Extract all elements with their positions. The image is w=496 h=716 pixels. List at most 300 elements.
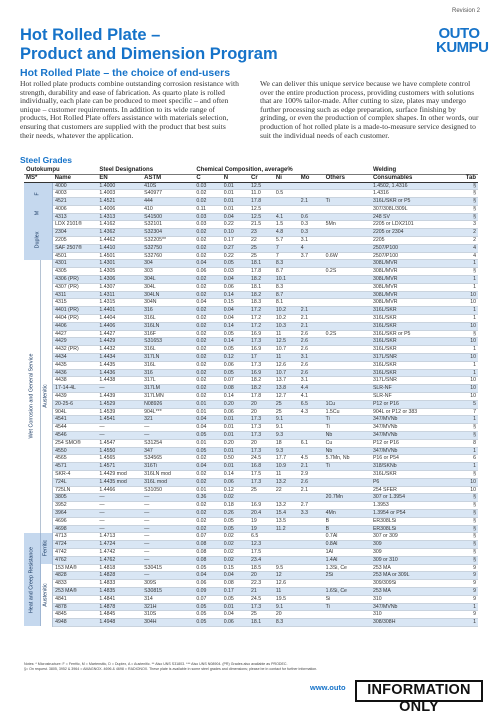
cell-name: 254 SMO® <box>53 439 98 447</box>
cell-others: Nb <box>324 432 371 440</box>
cell-mo <box>299 603 324 611</box>
cell-n: 0.05 <box>222 525 249 533</box>
table-row <box>24 385 478 393</box>
table-row <box>24 182 478 190</box>
cell-astm: S31050 <box>142 486 194 494</box>
cell-cr: 18.2 <box>249 385 274 393</box>
cell-cr: 19 <box>249 517 274 525</box>
cell-name: 4311 <box>53 291 98 299</box>
cell-astm: S32304 <box>142 229 194 237</box>
cell-mo <box>299 182 324 190</box>
cell-name: 4006 <box>53 205 98 213</box>
cell-astm: S32101 <box>142 221 194 229</box>
cell-ni: 13.2 <box>274 502 299 510</box>
cell-others: Ti <box>324 603 371 611</box>
cell-tab: § <box>460 424 478 432</box>
cell-astm: 303 <box>142 268 194 276</box>
cell-tab: § <box>460 509 478 517</box>
cell-en: 1.4521 <box>97 198 142 206</box>
cell-mo: 3.7 <box>299 252 324 260</box>
cell-mo: 2.6 <box>299 361 324 369</box>
cell-others <box>324 377 371 385</box>
column-consumables: Consumables <box>371 174 461 182</box>
cell-n: 0.10 <box>222 229 249 237</box>
cell-n: 0.04 <box>222 213 249 221</box>
cell-ni: 8.3 <box>274 283 299 291</box>
cell-tab: 1 <box>460 315 478 323</box>
cell-c: 0.11 <box>194 205 221 213</box>
cell-mo: 4 <box>299 244 324 252</box>
cell-tab: 10 <box>460 322 478 330</box>
cell-consumables: 316L/SKR <box>371 361 461 369</box>
cell-name: 4521 <box>53 198 98 206</box>
cell-astm: S31653 <box>142 338 194 346</box>
cell-consumables: 904L or P12 or 383 <box>371 408 461 416</box>
cell-consumables: 253 MA <box>371 587 461 595</box>
cell-others: 1Cu <box>324 400 371 408</box>
table-row <box>24 400 478 408</box>
cell-others <box>324 354 371 362</box>
table-row <box>24 455 478 463</box>
cell-en: 1.4000 <box>97 182 142 190</box>
cell-c: 0.05 <box>194 619 221 627</box>
cell-cr: 21.5 <box>249 221 274 229</box>
cell-ni: 11 <box>274 470 299 478</box>
cell-consumables: 308L/MVR <box>371 260 461 268</box>
cell-astm: 410S <box>142 182 194 190</box>
cell-mo: 0.6 <box>299 213 324 221</box>
cell-ni: 25 <box>274 400 299 408</box>
cell-tab: 8 <box>460 439 478 447</box>
column-ms: MS* <box>24 174 53 182</box>
cell-mo: 4.1 <box>299 393 324 401</box>
table-row <box>24 377 478 385</box>
cell-cr <box>249 494 274 502</box>
cell-n: 0.14 <box>222 291 249 299</box>
table-row <box>24 354 478 362</box>
cell-consumables: 1.3954 or P54 <box>371 509 461 517</box>
cell-ni: 15.4 <box>274 509 299 517</box>
cell-mo <box>299 424 324 432</box>
cell-others <box>324 299 371 307</box>
cell-mo <box>299 432 324 440</box>
cell-consumables: 316L/SKR <box>371 338 461 346</box>
logo-line-1: OUTO <box>438 25 480 42</box>
table-row <box>24 603 478 611</box>
cell-name: 4550 <box>53 447 98 455</box>
cell-others: Nb <box>324 447 371 455</box>
cell-others <box>324 182 371 190</box>
table-row <box>24 611 478 619</box>
table-row <box>24 619 478 627</box>
cell-astm: S30415 <box>142 564 194 572</box>
cell-ni: 13.8 <box>274 385 299 393</box>
cell-name: 4713 <box>53 533 98 541</box>
cell-tab: 1 <box>460 463 478 471</box>
table-row <box>24 205 478 213</box>
cell-en: 1.4436 <box>97 369 142 377</box>
table-row <box>24 299 478 307</box>
cell-c: 0.02 <box>194 393 221 401</box>
cell-others <box>324 619 371 627</box>
cell-consumables: 316L/SKR <box>371 369 461 377</box>
cell-ni: 10.3 <box>274 322 299 330</box>
column-cr: Cr <box>249 174 274 182</box>
table-row <box>24 338 478 346</box>
cell-name: 4429 <box>53 338 98 346</box>
table-row <box>24 463 478 471</box>
cell-consumables: SLR-NF <box>371 393 461 401</box>
header-outokumpu: Outokumpu <box>24 166 97 174</box>
cell-tab: 1 <box>460 361 478 369</box>
cell-ni: 5.7 <box>274 237 299 245</box>
cell-n: 0.22 <box>222 252 249 260</box>
cell-name: 4313 <box>53 213 98 221</box>
cell-en: — <box>97 432 142 440</box>
cell-tab: 9 <box>460 572 478 580</box>
cell-mo: 2.1 <box>299 198 324 206</box>
cell-consumables: 347/MVNb <box>371 432 461 440</box>
cell-n: 0.05 <box>222 517 249 525</box>
cell-mo <box>299 190 324 198</box>
cell-ni: 8.7 <box>274 268 299 276</box>
footnote-line-2: §= On request. 3805, 3952 & 3964 = AMAGNOX. 4696 & 4698 = RADIONOX. These plate is available in some steel grades and dimensions; please be in contact for further information. <box>24 666 318 671</box>
cell-ni: 11 <box>274 587 299 595</box>
cell-cr: 18.2 <box>249 276 274 284</box>
cell-cr: 17.3 <box>249 447 274 455</box>
table-row <box>24 470 478 478</box>
cell-n: 0.07 <box>222 377 249 385</box>
cell-consumables: 316L/SKR <box>371 307 461 315</box>
cell-others: 0.7Al <box>324 533 371 541</box>
cell-others: B <box>324 525 371 533</box>
cell-en: 1.4429 mod <box>97 470 142 478</box>
cell-c: 0.04 <box>194 416 221 424</box>
cell-cr: 20 <box>249 439 274 447</box>
cell-ni: 10.1 <box>274 276 299 284</box>
cell-ni: 7 <box>274 244 299 252</box>
cell-en: 1.4006 <box>97 205 142 213</box>
page-title <box>20 26 278 64</box>
cell-c: 0.06 <box>194 268 221 276</box>
cell-name: 4724 <box>53 541 98 549</box>
table-row <box>24 369 478 377</box>
table-row <box>24 213 478 221</box>
cell-cr: 17.8 <box>249 198 274 206</box>
cell-n: 0.04 <box>222 307 249 315</box>
column-name: Name <box>53 174 98 182</box>
cell-consumables: 316L/SKR <box>371 322 461 330</box>
cell-consumables: 310 <box>371 595 461 603</box>
cell-others <box>324 190 371 198</box>
cell-ni: 9.1 <box>274 603 299 611</box>
cell-c: 0.04 <box>194 299 221 307</box>
steel-grades-table-body <box>24 182 478 626</box>
cell-tab: 9 <box>460 587 478 595</box>
cell-tab: 4 <box>460 244 478 252</box>
cell-c: 0.07 <box>194 533 221 541</box>
cell-mo <box>299 611 324 619</box>
cell-n: 0.01 <box>222 432 249 440</box>
cell-n: 0.27 <box>222 244 249 252</box>
cell-en: 1.4410 <box>97 244 142 252</box>
cell-others <box>324 322 371 330</box>
cell-consumables: 254 SFER <box>371 486 461 494</box>
cell-consumables: 2205 or 2304 <box>371 229 461 237</box>
cell-astm: 316LN <box>142 322 194 330</box>
table-row <box>24 486 478 494</box>
cell-ni: 8.3 <box>274 619 299 627</box>
cell-name: 253 MA® <box>53 587 98 595</box>
cell-consumables: 253 MA <box>371 564 461 572</box>
cell-ni: 13.5 <box>274 517 299 525</box>
cell-name: 4307 (PR) <box>53 283 98 291</box>
cell-c: 0.02 <box>194 517 221 525</box>
cell-en: 1.4539 <box>97 408 142 416</box>
cell-ni: 4.1 <box>274 213 299 221</box>
cell-mo: 2.7 <box>299 502 324 510</box>
cell-name: LDX 2101® <box>53 221 98 229</box>
cell-c: 0.02 <box>194 330 221 338</box>
cell-n: 0.05 <box>222 369 249 377</box>
group-label <box>40 564 52 626</box>
cell-en: 1.4550 <box>97 447 142 455</box>
cell-others: B <box>324 517 371 525</box>
cell-consumables: 2205 <box>371 237 461 245</box>
cell-tab: § <box>460 205 478 213</box>
cell-cr: 17.3 <box>249 416 274 424</box>
cell-name: 4003 <box>53 190 98 198</box>
cell-others: 0.2S <box>324 330 371 338</box>
cell-ni: 12.6 <box>274 361 299 369</box>
table-row <box>24 509 478 517</box>
cell-en: 1.4305 <box>97 268 142 276</box>
logo-line-2: KUMPU <box>436 39 489 57</box>
cell-mo: 2.9 <box>299 470 324 478</box>
cell-mo <box>299 587 324 595</box>
cell-c: 0.06 <box>194 580 221 588</box>
cell-astm: 316L <box>142 346 194 354</box>
cell-astm: 310S <box>142 611 194 619</box>
table-row <box>24 346 478 354</box>
cell-name: 3964 <box>53 509 98 517</box>
table-row <box>24 572 478 580</box>
cell-tab: 9 <box>460 611 478 619</box>
cell-c: 0.08 <box>194 548 221 556</box>
cell-astm: — <box>142 494 194 502</box>
cell-consumables: 309 or 310 <box>371 556 461 564</box>
cell-consumables: 309 <box>371 548 461 556</box>
cell-name: 4698 <box>53 525 98 533</box>
cell-en: 1.4841 <box>97 595 142 603</box>
cell-ni <box>274 182 299 190</box>
header-chemical-composition: Chemical Composition, average% <box>194 166 371 174</box>
cell-cr: 16.9 <box>249 330 274 338</box>
cell-n: 0.14 <box>222 393 249 401</box>
cell-mo: 0.3 <box>299 229 324 237</box>
cell-name: 4435 <box>53 361 98 369</box>
cell-n: 0.17 <box>222 237 249 245</box>
cell-mo: 3.1 <box>299 237 324 245</box>
cell-others <box>324 244 371 252</box>
cell-name: 4571 <box>53 463 98 471</box>
cell-en: 1.4432 <box>97 346 142 354</box>
cell-astm: — <box>142 517 194 525</box>
cell-ni <box>274 556 299 564</box>
cell-consumables: P12 or P16 <box>371 400 461 408</box>
table-row <box>24 260 478 268</box>
cell-cr: 17.2 <box>249 322 274 330</box>
cell-c: 0.02 <box>194 198 221 206</box>
cell-cr: 16.9 <box>249 502 274 510</box>
cell-astm: 321 <box>142 416 194 424</box>
cell-astm: S32750 <box>142 244 194 252</box>
cell-c: 0.05 <box>194 447 221 455</box>
cell-astm: 316F <box>142 330 194 338</box>
cell-cr: 17.8 <box>249 393 274 401</box>
cell-others <box>324 237 371 245</box>
group-label-outer <box>24 260 40 533</box>
cell-c: 0.36 <box>194 494 221 502</box>
cell-consumables: 316L/SKR <box>371 470 461 478</box>
cell-ni: 8.3 <box>274 260 299 268</box>
cell-c: 0.01 <box>194 408 221 416</box>
cell-n: 0.05 <box>222 595 249 603</box>
cell-name: 4565 <box>53 455 98 463</box>
cell-others: 0.6W <box>324 252 371 260</box>
table-row <box>24 595 478 603</box>
cell-c: 0.02 <box>194 291 221 299</box>
cell-n: 0.01 <box>222 424 249 432</box>
cell-n: 0.05 <box>222 346 249 354</box>
footnotes <box>24 662 478 671</box>
cell-tab: 10 <box>460 338 478 346</box>
cell-en: 1.4404 <box>97 315 142 323</box>
cell-consumables: 308L/MVR <box>371 291 461 299</box>
cell-c: 0.04 <box>194 260 221 268</box>
cell-n: 0.04 <box>222 315 249 323</box>
cell-astm: 316L <box>142 361 194 369</box>
cell-en: 1.4406 <box>97 322 142 330</box>
cell-others: 5.7Mn, Nb <box>324 455 371 463</box>
cell-c: 0.02 <box>194 369 221 377</box>
cell-astm: 347 <box>142 447 194 455</box>
cell-n: 0.12 <box>222 354 249 362</box>
cell-n: 0.01 <box>222 416 249 424</box>
cell-consumables: 309 <box>371 541 461 549</box>
cell-en: 1.4571 <box>97 463 142 471</box>
cell-n: 0.01 <box>222 190 249 198</box>
cell-n: 0.20 <box>222 439 249 447</box>
cell-name: 4427 <box>53 330 98 338</box>
cell-cr: 16.9 <box>249 369 274 377</box>
cell-ni: 10.7 <box>274 369 299 377</box>
steel-grades-table <box>24 166 478 627</box>
cell-consumables: 347/MVNb <box>371 424 461 432</box>
table-row <box>24 252 478 260</box>
cell-mo: 3.1 <box>299 377 324 385</box>
cell-n: 0.06 <box>222 478 249 486</box>
cell-tab: 1 <box>460 619 478 627</box>
cell-c: 0.09 <box>194 587 221 595</box>
cell-tab: 1 <box>460 276 478 284</box>
cell-name: 3805 <box>53 494 98 502</box>
website-link[interactable]: www.outo <box>310 683 346 692</box>
cell-astm: 316LN mod <box>142 470 194 478</box>
table-row <box>24 408 478 416</box>
cell-en: — <box>97 525 142 533</box>
table-row <box>24 494 478 502</box>
cell-consumables: 309/309Si <box>371 580 461 588</box>
cell-consumables: 248 SV <box>371 213 461 221</box>
cell-cr: 23 <box>249 229 274 237</box>
cell-n: 0.12 <box>222 486 249 494</box>
cell-en: — <box>97 385 142 393</box>
cell-astm: 317LMN <box>142 393 194 401</box>
cell-others: Ti <box>324 424 371 432</box>
cell-en: 1.4541 <box>97 416 142 424</box>
cell-consumables: ER308LSi <box>371 517 461 525</box>
cell-c: 0.07 <box>194 595 221 603</box>
cell-name: 4315 <box>53 299 98 307</box>
cell-ni: 13.2 <box>274 478 299 486</box>
cell-ni: 10.9 <box>274 463 299 471</box>
header-welding: Welding <box>371 166 478 174</box>
cell-ni: 1.5 <box>274 221 299 229</box>
cell-ni: 4.8 <box>274 229 299 237</box>
cell-en: 1.4435 mod <box>97 478 142 486</box>
cell-tab: 1 <box>460 603 478 611</box>
cell-astm: 316Ti <box>142 463 194 471</box>
column-others: Others <box>324 174 371 182</box>
cell-tab: § <box>460 533 478 541</box>
cell-ni: 12.6 <box>274 580 299 588</box>
cell-others: Ti <box>324 198 371 206</box>
cell-mo <box>299 595 324 603</box>
cell-c: 0.02 <box>194 525 221 533</box>
cell-cr: 22 <box>249 237 274 245</box>
cell-en: 1.4565 <box>97 455 142 463</box>
cell-mo: 2.1 <box>299 486 324 494</box>
cell-astm: — <box>142 525 194 533</box>
page-subtitle: Hot Rolled Plate – the choice of end-users <box>20 67 231 79</box>
cell-mo: 2.6 <box>299 369 324 377</box>
cell-name: 4948 <box>53 619 98 627</box>
header-steel-designations: Steel Designations <box>97 166 194 174</box>
cell-cr: 22.3 <box>249 580 274 588</box>
cell-ni: 17.7 <box>274 455 299 463</box>
cell-astm: 410 <box>142 205 194 213</box>
cell-mo <box>299 556 324 564</box>
cell-tab: 1 <box>460 307 478 315</box>
cell-cr: 17.5 <box>249 548 274 556</box>
cell-cr: 20.4 <box>249 509 274 517</box>
cell-others <box>324 291 371 299</box>
cell-en: 1.4724 <box>97 541 142 549</box>
cell-cr: 17.2 <box>249 315 274 323</box>
group-label-text: F <box>34 192 41 196</box>
cell-ni: 11 <box>274 354 299 362</box>
cell-tab: 10 <box>460 486 478 494</box>
cell-c: 0.04 <box>194 572 221 580</box>
cell-others: Ti <box>324 463 371 471</box>
group-label <box>24 221 53 260</box>
cell-name: 4696 <box>53 517 98 525</box>
cell-en: 1.4434 <box>97 354 142 362</box>
cell-cr: 24.5 <box>249 595 274 603</box>
cell-consumables: 310 <box>371 611 461 619</box>
cell-name: 2304 <box>53 229 98 237</box>
